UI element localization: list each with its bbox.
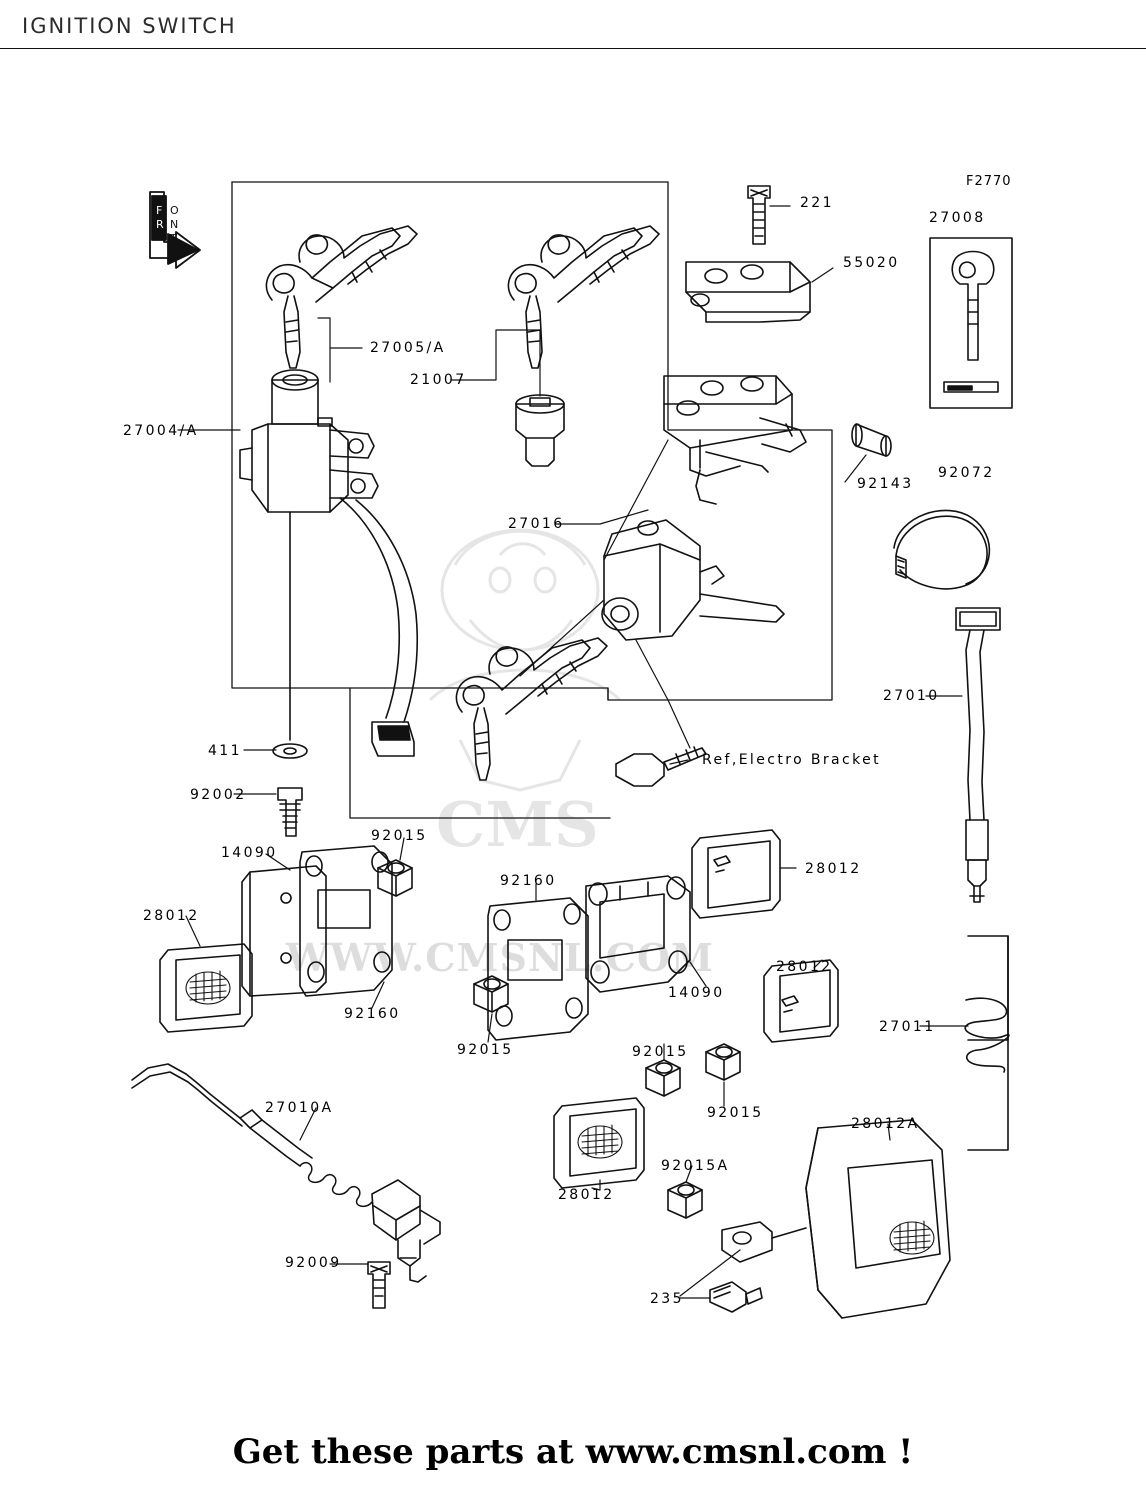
svg-text:F: F (156, 204, 164, 217)
callout-27008: 27008 (929, 210, 986, 226)
callout-28012-bottom: 28012 (558, 1187, 615, 1203)
footer-promo: Get these parts at www.cmsnl.com ! (232, 1432, 914, 1472)
page-title: IGNITION SWITCH (22, 14, 237, 38)
callout-92160-left: 92160 (344, 1006, 401, 1022)
callout-92015-top: 92015 (371, 828, 428, 844)
watermark-text: WWW.CMSNL.COM (285, 935, 715, 980)
callout-92015-center: 92015 (632, 1044, 689, 1060)
callout-235: 235 (650, 1291, 684, 1307)
callout-92015-left: 92015 (457, 1042, 514, 1058)
callout-28012-mid-right: 28012 (776, 959, 833, 975)
callout-92143: 92143 (857, 476, 914, 492)
callout-ref-electro-bracket: Ref,Electro Bracket (702, 752, 882, 768)
callout-92002: 92002 (190, 787, 247, 803)
callout-27011: 27011 (879, 1019, 936, 1035)
callout-411: 411 (208, 743, 242, 759)
callout-92009: 92009 (285, 1255, 342, 1271)
callout-27016: 27016 (508, 516, 565, 532)
sheet-code: F2770 (966, 174, 1012, 189)
svg-text:CMS: CMS (436, 788, 599, 861)
callout-27010a: 27010A (265, 1100, 334, 1116)
callout-92015a: 92015A (661, 1158, 730, 1174)
callout-28012-upper-right: 28012 (805, 861, 862, 877)
callout-27010: 27010 (883, 688, 940, 704)
callout-92160-middle: 92160 (500, 873, 557, 889)
callout-21007: 21007 (410, 372, 467, 388)
callout-14090-right: 14090 (668, 985, 725, 1001)
callout-14090-left: 14090 (221, 845, 278, 861)
callout-55020: 55020 (843, 255, 900, 271)
svg-text:T: T (170, 232, 177, 245)
callout-92072: 92072 (938, 465, 995, 481)
svg-text:O: O (170, 204, 179, 217)
callout-27005-a: 27005/A (370, 340, 446, 356)
svg-text:N: N (170, 218, 179, 231)
callout-27004-a: 27004/A (123, 423, 199, 439)
callout-92015-right: 92015 (707, 1105, 764, 1121)
callout-221: 221 (800, 195, 834, 211)
callout-28012-far-left: 28012 (143, 908, 200, 924)
svg-text:R: R (156, 218, 165, 231)
callout-28012a: 28012A (851, 1116, 920, 1132)
